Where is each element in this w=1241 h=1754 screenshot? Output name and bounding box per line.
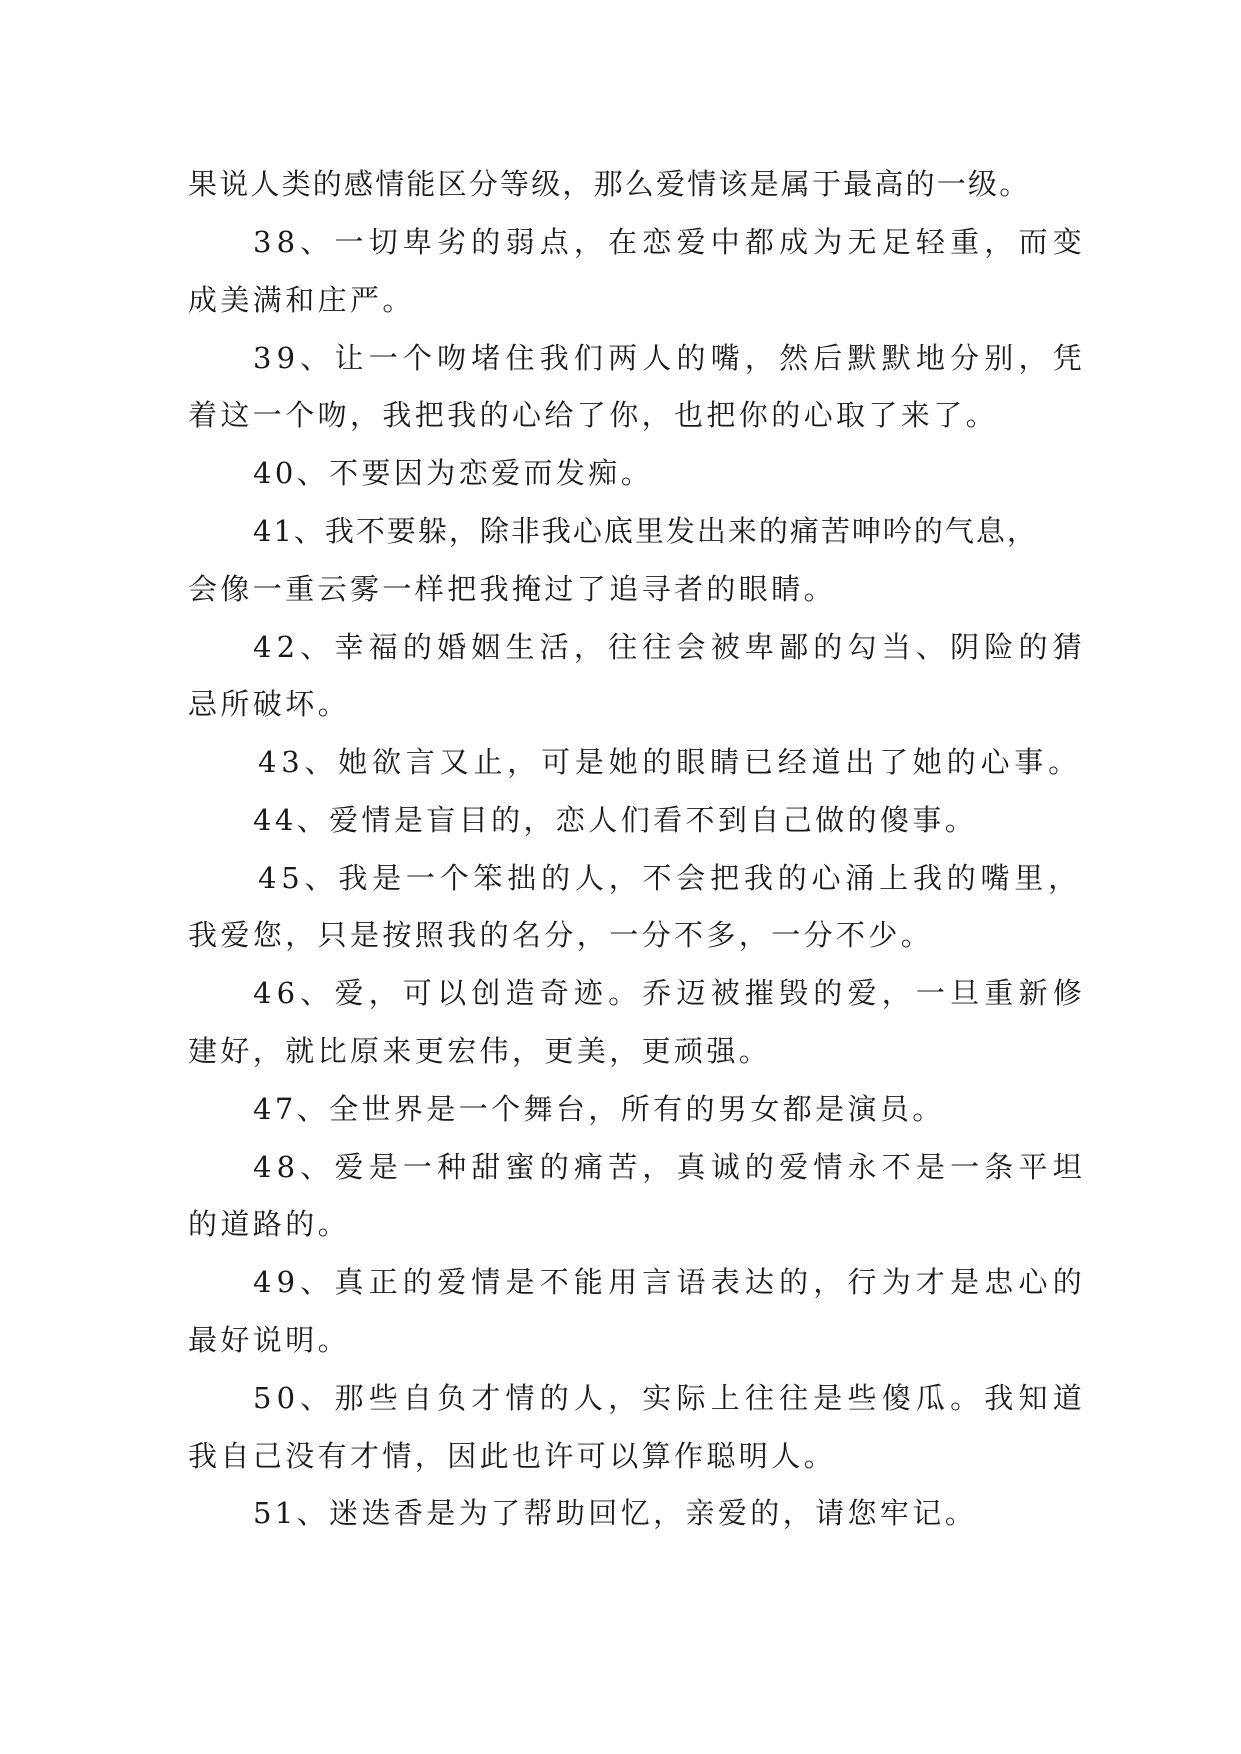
text-line: 51、迷迭香是为了帮助回忆，亲爱的，请您牢记。	[253, 1496, 978, 1530]
text-line: 我自己没有才情，因此也许可以算作聪明人。	[188, 1439, 837, 1473]
text-line: 47、全世界是一个舞台，所有的男女都是演员。	[253, 1092, 945, 1126]
text-line: 46、爱，可以创造奇迹。乔迈被摧毁的爱，一旦重新修	[253, 976, 1087, 1010]
text-line: 着这一个吻，我把我的心给了你，也把你的心取了来了。	[188, 398, 999, 432]
text-line: 成美满和庄严。	[188, 283, 415, 317]
text-line: 会像一重云雾一样把我掩过了追寻者的眼睛。	[188, 572, 837, 606]
text-line: 我爱您，只是按照我的名分，一分不多，一分不少。	[188, 918, 934, 952]
text-line: 40、不要因为恋爱而发痴。	[253, 456, 654, 490]
text-line: 最好说明。	[188, 1323, 351, 1357]
text-line: 45、我是一个笨拙的人，不会把我的心涌上我的嘴里，	[258, 861, 1082, 895]
text-line: 49、真正的爱情是不能用言语表达的，行为才是忠心的	[253, 1265, 1087, 1299]
text-line: 44、爱情是盲目的，恋人们看不到自己做的傻事。	[253, 803, 978, 837]
text-line: 48、爱是一种甜蜜的痛苦，真诚的爱情永不是一条平坦	[253, 1150, 1087, 1184]
text-line: 43、她欲言又止，可是她的眼睛已经道出了她的心事。	[258, 745, 1082, 779]
text-line: 39、让一个吻堵住我们两人的嘴，然后默默地分别，凭	[253, 341, 1087, 375]
text-line: 50、那些自负才情的人，实际上往往是些傻瓜。我知道	[253, 1381, 1087, 1415]
text-line: 41、我不要躲，除非我心底里发出来的痛苦呻吟的气息，	[253, 514, 1038, 548]
text-line: 果说人类的感情能区分等级，那么爱情该是属于最高的一级。	[188, 167, 1031, 201]
text-line: 38、一切卑劣的弱点，在恋爱中都成为无足轻重，而变	[253, 225, 1087, 259]
text-line: 忌所破坏。	[188, 687, 351, 721]
text-line: 的道路的。	[188, 1207, 351, 1241]
text-line: 建好，就比原来更宏伟，更美，更顽强。	[188, 1034, 772, 1068]
text-line: 42、幸福的婚姻生活，往往会被卑鄙的勾当、阴险的猜	[253, 630, 1087, 664]
